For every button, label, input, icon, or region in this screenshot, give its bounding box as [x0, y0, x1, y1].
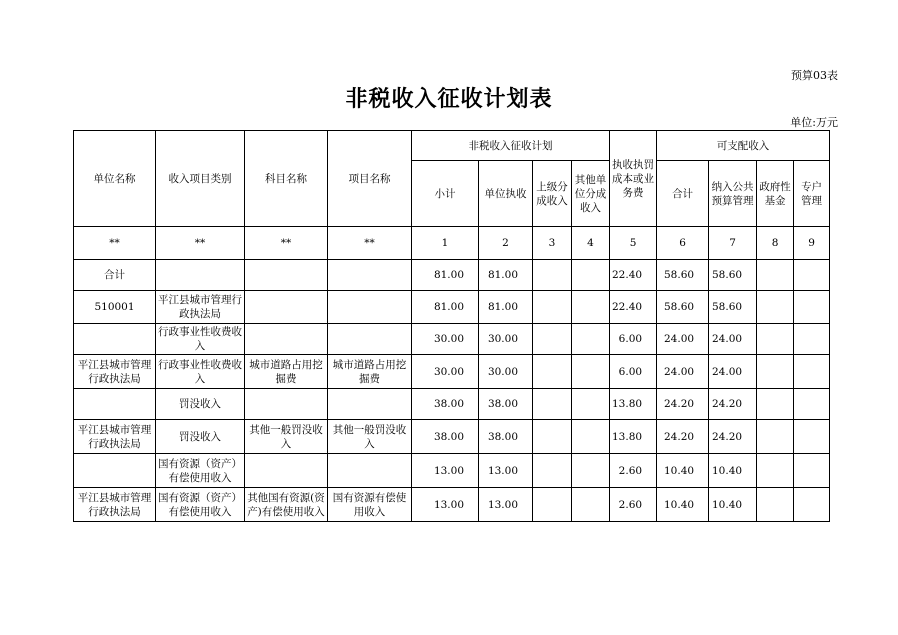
header-total: 合计 — [657, 161, 709, 227]
cost-cell: 2.60 — [610, 488, 657, 522]
upper-share-cell — [533, 389, 572, 420]
category-cell: 罚没收入 — [156, 389, 245, 420]
public-budget-cell: 58.60 — [709, 291, 757, 324]
header-unit-name: 单位名称 — [74, 131, 156, 227]
header-subtotal: 小计 — [412, 161, 479, 227]
header-other-share: 其他单位分成收入 — [572, 161, 610, 227]
unit-collect-cell: 30.00 — [479, 324, 533, 355]
public-budget-cell: 58.60 — [709, 260, 757, 291]
table-row — [74, 260, 830, 291]
gov-fund-cell — [757, 488, 794, 522]
unit-collect-cell: 30.00 — [479, 355, 533, 389]
unit-cell — [74, 454, 156, 488]
subject-cell — [245, 291, 328, 324]
special-cell — [794, 260, 830, 291]
special-cell — [794, 291, 830, 324]
subtotal-cell: 81.00 — [412, 291, 479, 324]
header-public-budget: 纳入公共预算管理 — [709, 161, 757, 227]
public-budget-cell: 10.40 — [709, 454, 757, 488]
special-cell — [794, 389, 830, 420]
project-cell: 其他一般罚没收入 — [328, 420, 412, 454]
total-cell: 24.00 — [657, 355, 709, 389]
total-cell: 10.40 — [657, 488, 709, 522]
form-number: 预算03表 — [791, 69, 838, 82]
subject-cell — [245, 324, 328, 355]
index-cell: ** — [328, 227, 412, 260]
category-cell: 行政事业性收费收入 — [156, 324, 245, 355]
index-cell: 7 — [709, 227, 757, 260]
project-cell: 国有资源有偿使用收入 — [328, 488, 412, 522]
project-cell — [328, 454, 412, 488]
other-share-cell — [572, 260, 610, 291]
unit-cell: 平江县城市管理行政执法局 — [74, 420, 156, 454]
category-cell — [156, 260, 245, 291]
public-budget-cell: 24.00 — [709, 324, 757, 355]
subject-cell: 城市道路占用挖掘费 — [245, 355, 328, 389]
other-share-cell — [572, 488, 610, 522]
unit-cell — [74, 389, 156, 420]
upper-share-cell — [533, 324, 572, 355]
header-gov-fund: 政府性基金 — [757, 161, 794, 227]
header-project-name: 项目名称 — [328, 131, 412, 227]
index-row — [74, 227, 830, 260]
table-row — [74, 355, 830, 389]
subject-cell: 其他国有资源(资产)有偿使用收入 — [245, 488, 328, 522]
other-share-cell — [572, 291, 610, 324]
unit-label: 单位:万元 — [790, 116, 838, 129]
unit-cell — [74, 324, 156, 355]
subject-cell: 其他一般罚没收入 — [245, 420, 328, 454]
table-row — [74, 454, 830, 488]
total-cell: 10.40 — [657, 454, 709, 488]
upper-share-cell — [533, 420, 572, 454]
subtotal-cell: 30.00 — [412, 355, 479, 389]
header-enforcement-cost: 执收执罚成本或业务费 — [610, 131, 657, 227]
subject-cell — [245, 260, 328, 291]
other-share-cell — [572, 324, 610, 355]
cost-cell: 6.00 — [610, 355, 657, 389]
special-cell — [794, 454, 830, 488]
subtotal-cell: 13.00 — [412, 488, 479, 522]
project-cell — [328, 260, 412, 291]
unit-collect-cell: 13.00 — [479, 488, 533, 522]
cost-cell: 6.00 — [610, 324, 657, 355]
cost-cell: 22.40 — [610, 291, 657, 324]
gov-fund-cell — [757, 389, 794, 420]
index-cell: 4 — [572, 227, 610, 260]
total-cell: 24.20 — [657, 389, 709, 420]
public-budget-cell: 24.20 — [709, 389, 757, 420]
index-cell: 9 — [794, 227, 830, 260]
index-cell: 1 — [412, 227, 479, 260]
public-budget-cell: 24.20 — [709, 420, 757, 454]
subject-cell — [245, 389, 328, 420]
index-cell: ** — [245, 227, 328, 260]
unit-collect-cell: 81.00 — [479, 260, 533, 291]
upper-share-cell — [533, 260, 572, 291]
total-cell: 24.20 — [657, 420, 709, 454]
unit-collect-cell: 81.00 — [479, 291, 533, 324]
unit-cell: 平江县城市管理行政执法局 — [74, 488, 156, 522]
special-cell — [794, 324, 830, 355]
header-subject-name: 科目名称 — [245, 131, 328, 227]
total-cell: 24.00 — [657, 324, 709, 355]
other-share-cell — [572, 355, 610, 389]
project-cell — [328, 389, 412, 420]
project-cell — [328, 324, 412, 355]
unit-cell: 合计 — [74, 260, 156, 291]
unit-collect-cell: 13.00 — [479, 454, 533, 488]
upper-share-cell — [533, 488, 572, 522]
project-cell: 城市道路占用挖掘费 — [328, 355, 412, 389]
unit-collect-cell: 38.00 — [479, 420, 533, 454]
cost-cell: 13.80 — [610, 389, 657, 420]
subtotal-cell: 13.00 — [412, 454, 479, 488]
other-share-cell — [572, 454, 610, 488]
unit-cell: 510001 — [74, 291, 156, 324]
upper-share-cell — [533, 355, 572, 389]
income-plan-table — [73, 130, 830, 522]
cost-cell: 2.60 — [610, 454, 657, 488]
table-row — [74, 420, 830, 454]
subtotal-cell: 30.00 — [412, 324, 479, 355]
category-cell: 罚没收入 — [156, 420, 245, 454]
category-cell: 国有资源（资产）有偿使用收入 — [156, 488, 245, 522]
category-cell: 行政事业性收费收入 — [156, 355, 245, 389]
header-row-1 — [74, 131, 830, 161]
special-cell — [794, 355, 830, 389]
subject-cell — [245, 454, 328, 488]
page-title: 非税收入征收计划表 — [345, 87, 553, 112]
index-cell: 5 — [610, 227, 657, 260]
index-cell: ** — [74, 227, 156, 260]
index-cell: 6 — [657, 227, 709, 260]
index-cell: 2 — [479, 227, 533, 260]
table-body — [74, 260, 830, 522]
gov-fund-cell — [757, 291, 794, 324]
special-cell — [794, 488, 830, 522]
header-upper-share: 上级分成收入 — [533, 161, 572, 227]
unit-collect-cell: 38.00 — [479, 389, 533, 420]
header-special-mgmt: 专户管理 — [794, 161, 830, 227]
index-cell: ** — [156, 227, 245, 260]
public-budget-cell: 24.00 — [709, 355, 757, 389]
upper-share-cell — [533, 291, 572, 324]
header-income-category: 收入项目类别 — [156, 131, 245, 227]
table-row — [74, 324, 830, 355]
index-cell: 3 — [533, 227, 572, 260]
cost-cell: 22.40 — [610, 260, 657, 291]
other-share-cell — [572, 420, 610, 454]
public-budget-cell: 10.40 — [709, 488, 757, 522]
cost-cell: 13.80 — [610, 420, 657, 454]
header-disposable-group: 可支配收入 — [657, 131, 830, 161]
subtotal-cell: 38.00 — [412, 420, 479, 454]
total-cell: 58.60 — [657, 291, 709, 324]
subtotal-cell: 38.00 — [412, 389, 479, 420]
subtotal-cell: 81.00 — [412, 260, 479, 291]
table-row — [74, 389, 830, 420]
table-row — [74, 291, 830, 324]
unit-cell: 平江县城市管理行政执法局 — [74, 355, 156, 389]
header-plan-group: 非税收入征收计划 — [412, 131, 610, 161]
header-unit-collect: 单位执收 — [479, 161, 533, 227]
upper-share-cell — [533, 454, 572, 488]
gov-fund-cell — [757, 454, 794, 488]
other-share-cell — [572, 389, 610, 420]
index-cell: 8 — [757, 227, 794, 260]
gov-fund-cell — [757, 324, 794, 355]
project-cell — [328, 291, 412, 324]
category-cell: 国有资源（资产）有偿使用收入 — [156, 454, 245, 488]
category-cell: 平江县城市管理行政执法局 — [156, 291, 245, 324]
special-cell — [794, 420, 830, 454]
table-row — [74, 488, 830, 522]
gov-fund-cell — [757, 355, 794, 389]
gov-fund-cell — [757, 420, 794, 454]
gov-fund-cell — [757, 260, 794, 291]
total-cell: 58.60 — [657, 260, 709, 291]
